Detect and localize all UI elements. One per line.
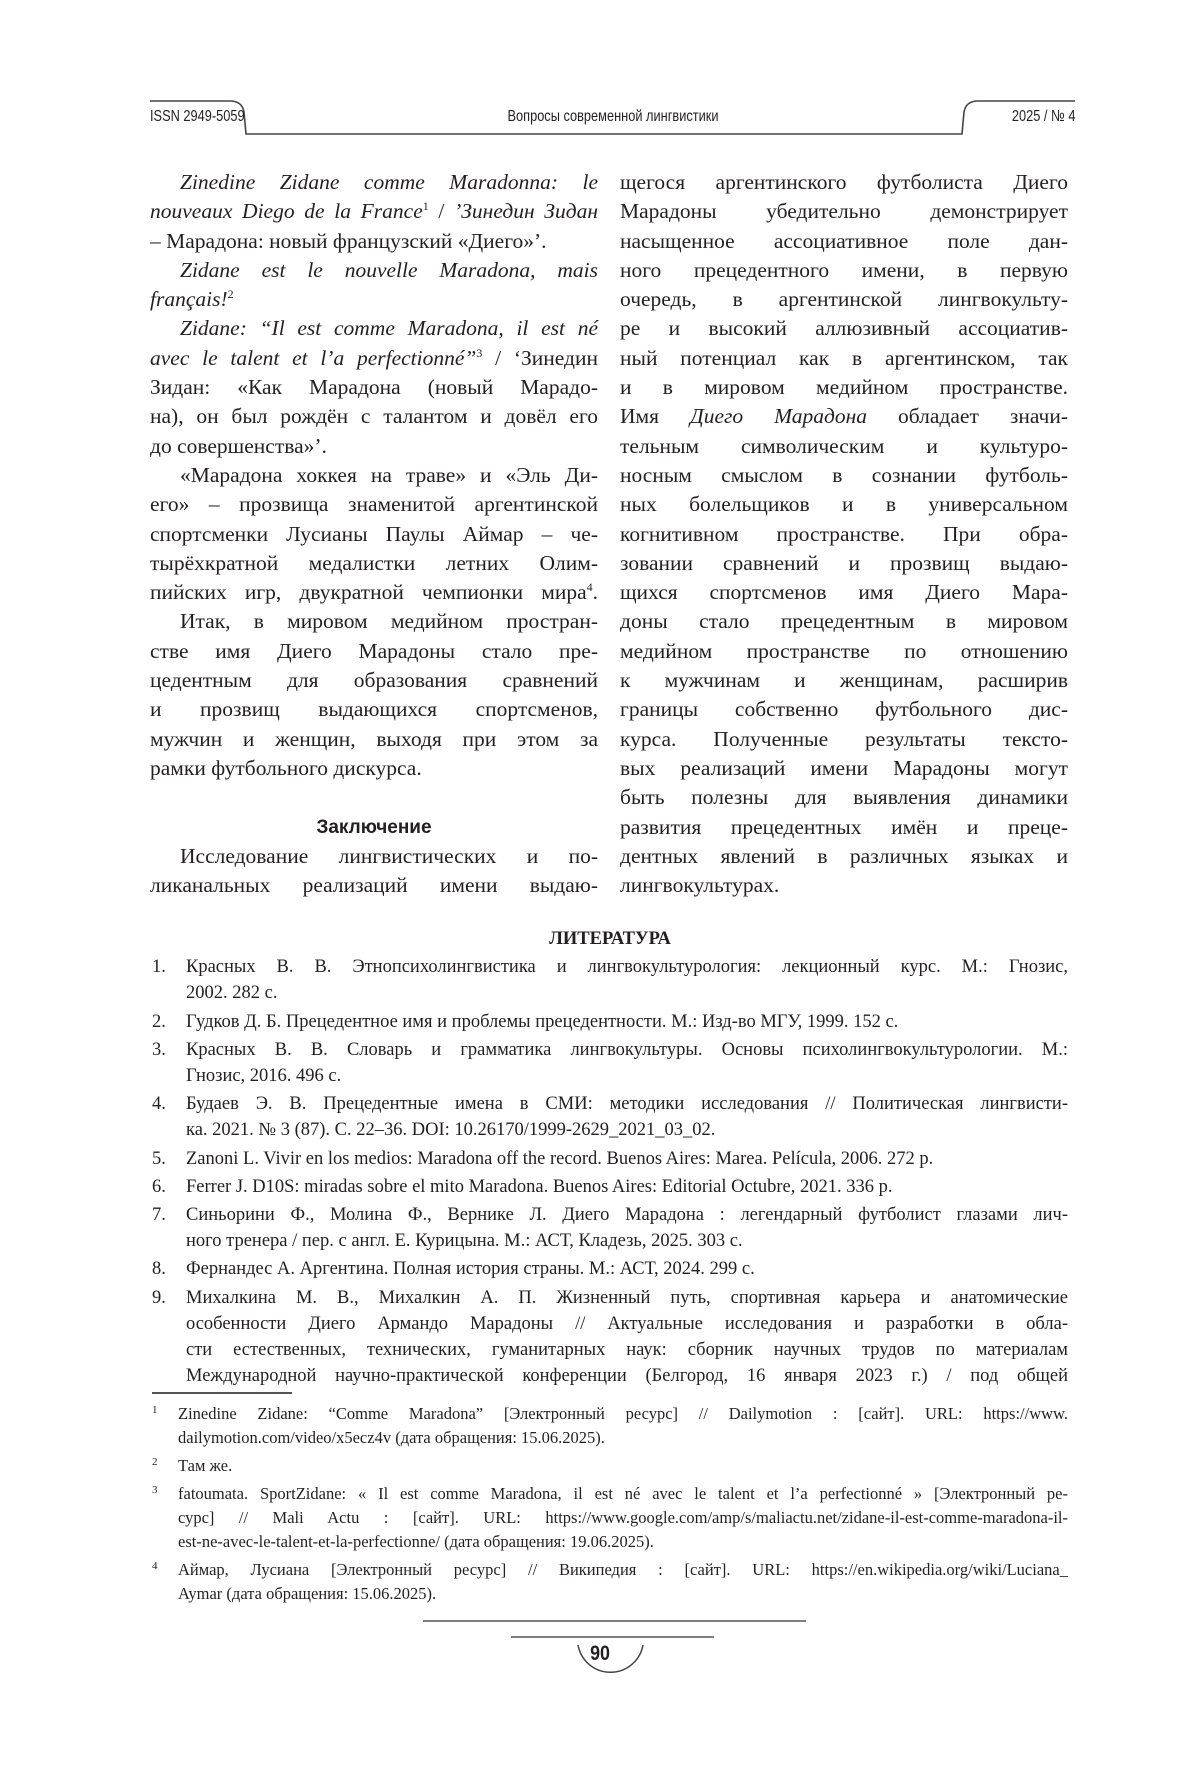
item-number: 7. bbox=[152, 1202, 166, 1228]
text-line bbox=[620, 227, 1068, 256]
text-line bbox=[620, 373, 1068, 402]
text-line bbox=[620, 725, 1068, 754]
item-text-line: Zanoni L. Vivir en los medios: Maradona off the record. Buenos Aires: Marea. Película, 2006. 272 p. bbox=[186, 1146, 1068, 1172]
text: носным смыслом в сознании футболь- bbox=[620, 463, 1068, 487]
text-line bbox=[150, 666, 598, 695]
text-line bbox=[620, 432, 1068, 461]
footnote-item bbox=[152, 1454, 1068, 1478]
item-text-line: Михалкина М. В., Михалкин А. П. Жизненный путь, спортивная карьера и анатомические bbox=[186, 1285, 1068, 1311]
text: цедентным для образования сравнений bbox=[150, 668, 598, 692]
text: обладает значи- bbox=[867, 404, 1068, 428]
item-text-line: dailymotion.com/video/x5ecz4v (дата обращения: 15.06.2025). bbox=[178, 1426, 1068, 1450]
text: Марадоны убедительно демонстрирует bbox=[620, 199, 1068, 223]
item-number: 1 bbox=[152, 1398, 158, 1422]
item-text-line: Будаев Э. В. Прецедентные имена в СМИ: методики исследования // Политическая лингвисти- bbox=[186, 1091, 1068, 1117]
issue-number: 2025 / № 4 bbox=[1011, 108, 1075, 126]
text: . bbox=[593, 580, 598, 604]
text-line bbox=[150, 725, 598, 754]
text: Итак, в мировом медийном простран- bbox=[180, 609, 598, 633]
text: очередь, в аргентинской лингвокульту- bbox=[620, 287, 1068, 311]
text: стве имя Диего Марадоны стало пре- bbox=[150, 639, 598, 663]
text-line bbox=[620, 637, 1068, 666]
text: мужчин и женщин, выходя при этом за bbox=[150, 727, 598, 751]
text: и прозвищ выдающихся спортсменов, bbox=[150, 697, 598, 721]
text-line bbox=[620, 197, 1068, 226]
text-line bbox=[150, 168, 598, 197]
footnote-item bbox=[152, 1558, 1068, 1606]
text: спортсменки Лусианы Паулы Аймар – че- bbox=[150, 522, 598, 546]
item-number: 2. bbox=[152, 1009, 166, 1035]
text-line bbox=[620, 314, 1068, 343]
text: / bbox=[429, 199, 454, 223]
text-line bbox=[620, 871, 1068, 900]
item-number: 8. bbox=[152, 1256, 166, 1282]
item-text-line: ка. 2021. № 3 (87). С. 22–36. DOI: 10.26170/1999-2629_2021_03_02. bbox=[186, 1117, 1068, 1143]
text-line bbox=[620, 813, 1068, 842]
text: зовании сравнений и прозвищ выдаю- bbox=[620, 551, 1068, 575]
reference-item bbox=[152, 1202, 1068, 1254]
text-line bbox=[620, 607, 1068, 636]
running-header bbox=[150, 100, 1075, 140]
reference-item bbox=[152, 1174, 1068, 1200]
item-number: 2 bbox=[152, 1450, 158, 1474]
text-line bbox=[620, 344, 1068, 373]
text: / ‘Зинедин bbox=[482, 346, 598, 370]
text-line bbox=[150, 227, 598, 256]
text: Имя bbox=[620, 404, 690, 428]
text: до совершенства»’. bbox=[150, 434, 327, 458]
item-text-line: Гудков Д. Б. Прецедентное имя и проблемы прецедентности. М.: Изд-во МГУ, 1999. 152 с. bbox=[186, 1009, 1068, 1035]
text-line bbox=[150, 285, 598, 314]
item-text-line: Zinedine Zidane: “Comme Maradona” [Электронный ресурс] // Dailymotion : [сайт]. URL: https://www. bbox=[178, 1402, 1068, 1426]
item-text-line: Ferrer J. D10S: miradas sobre el mito Maradona. Buenos Aires: Editorial Octubre, 2021. 336 p. bbox=[186, 1174, 1068, 1200]
text-line bbox=[620, 168, 1068, 197]
text-line bbox=[620, 402, 1068, 431]
footnote-item bbox=[152, 1482, 1068, 1554]
text-line bbox=[620, 754, 1068, 783]
item-text-line: est-ne-avec-le-talent-et-la-perfectionne/ (дата обращения: 19.06.2025). bbox=[178, 1530, 1068, 1554]
text-line bbox=[150, 578, 598, 607]
text: щихся спортсменов имя Диего Мара- bbox=[620, 580, 1068, 604]
item-text-line: fatoumata. SportZidane: « Il est comme Maradona, il est né avec le talent et l’a perfectionné » [Электронный ре- bbox=[178, 1482, 1068, 1506]
reference-item bbox=[152, 1285, 1068, 1390]
text: курса. Полученные результаты тексто- bbox=[620, 727, 1068, 751]
references-title: ЛИТЕРАТУРА bbox=[152, 926, 1068, 952]
text: дентных явлений в различных языках и bbox=[620, 844, 1068, 868]
text: ре и высокий аллюзивный ассоциатив- bbox=[620, 316, 1068, 340]
item-text-line: Красных В. В. Этнопсихолингвистика и лингвокультурология: лекционный курс. М.: Гнозис, bbox=[186, 954, 1068, 980]
text-line bbox=[150, 344, 598, 373]
references-list bbox=[152, 954, 1068, 1389]
item-text-line: Синьорини Ф., Молина Ф., Вернике Л. Диего Марадона : легендарный футболист глазами лич- bbox=[186, 1202, 1068, 1228]
footnote-ref: 1 bbox=[423, 199, 429, 213]
item-number: 1. bbox=[152, 954, 166, 980]
text: ликанальных реализаций имени выдаю- bbox=[150, 873, 598, 897]
text-line bbox=[620, 578, 1068, 607]
text: медийном пространстве по отношению bbox=[620, 639, 1068, 663]
footnote-ref: 4 bbox=[587, 580, 593, 594]
footnote-item bbox=[152, 1402, 1068, 1450]
text-line bbox=[620, 256, 1068, 285]
text-line bbox=[620, 549, 1068, 578]
item-number: 5. bbox=[152, 1146, 166, 1172]
item-text-line: 2002. 282 с. bbox=[186, 980, 1068, 1006]
text: когнитивном пространстве. При обра- bbox=[620, 522, 1068, 546]
item-text-line: Международной научно-практической конференции (Белгород, 16 января 2023 г.) / под общей bbox=[186, 1363, 1068, 1389]
text-line bbox=[620, 666, 1068, 695]
text: его» – прозвища знаменитой аргентинской bbox=[150, 492, 598, 516]
text: пийских игр, двукратной чемпионки мира bbox=[150, 580, 587, 604]
text-line bbox=[150, 461, 598, 490]
item-number: 4 bbox=[152, 1554, 158, 1578]
footnote-ref: 3 bbox=[476, 346, 482, 360]
references-section bbox=[152, 926, 1068, 1391]
text-line bbox=[620, 783, 1068, 812]
item-text-line: Фернандес А. Аргентина. Полная история страны. М.: АСТ, 2024. 299 с. bbox=[186, 1256, 1068, 1282]
text: на), он был рождён с талантом и довёл его bbox=[150, 404, 598, 428]
item-text-line: Красных В. В. Словарь и грамматика лингвокультуры. Основы психолингвокультурологии. М.: bbox=[186, 1037, 1068, 1063]
text: Зидан: «Как Марадона (новый Марадо- bbox=[150, 375, 598, 399]
text-line bbox=[620, 461, 1068, 490]
reference-item bbox=[152, 954, 1068, 1006]
item-text-line: сти естественных, технических, гуманитарных наук: сборник научных трудов по материалам bbox=[186, 1337, 1068, 1363]
text: Заключение bbox=[316, 817, 431, 838]
item-number: 3. bbox=[152, 1037, 166, 1063]
text: ных болельщиков и в универсальном bbox=[620, 492, 1068, 516]
text-line bbox=[150, 520, 598, 549]
right-column bbox=[620, 168, 1068, 900]
text-line bbox=[620, 842, 1068, 871]
text: лингвокультурах. bbox=[620, 873, 779, 897]
item-text-line: Aymar (дата обращения: 15.06.2025). bbox=[178, 1582, 1068, 1606]
item-text-line: ного тренера / пер. с англ. Е. Курицына. М.: АСТ, Кладезь, 2025. 303 с. bbox=[186, 1228, 1068, 1254]
item-number: 9. bbox=[152, 1285, 166, 1311]
text-line bbox=[150, 871, 598, 900]
text-line bbox=[150, 783, 598, 812]
reference-item bbox=[152, 1037, 1068, 1089]
text: ный потенциал как в аргентинском, так bbox=[620, 346, 1068, 370]
italic-text: avec le talent et l’a perfectionné” bbox=[150, 346, 476, 370]
text-line bbox=[150, 197, 598, 226]
text: быть полезны для выявления динамики bbox=[620, 785, 1068, 809]
text: доны стало прецедентным в мировом bbox=[620, 609, 1068, 633]
italic-text: nouveaux Diego de la France bbox=[150, 199, 423, 223]
text-line bbox=[150, 373, 598, 402]
text-line bbox=[150, 607, 598, 636]
italic-text: ’Зинедин Зидан bbox=[454, 199, 598, 223]
footnote-separator bbox=[152, 1392, 292, 1394]
text: вых реализаций имени Марадоны могут bbox=[620, 756, 1068, 780]
footnotes bbox=[152, 1402, 1068, 1610]
item-number: 3 bbox=[152, 1478, 158, 1502]
item-text-line: особенности Диего Армандо Марадоны // Актуальные исследования и разработки в обла- bbox=[186, 1311, 1068, 1337]
page-footer bbox=[0, 1615, 1200, 1695]
reference-item bbox=[152, 1009, 1068, 1035]
text-line bbox=[150, 695, 598, 724]
text-line bbox=[620, 695, 1068, 724]
text-line bbox=[620, 490, 1068, 519]
item-number: 4. bbox=[152, 1091, 166, 1117]
left-column bbox=[150, 168, 598, 900]
page-number: 90 bbox=[90, 1642, 1110, 1666]
text: «Марадона хоккея на траве» и «Эль Ди- bbox=[180, 463, 598, 487]
italic-text: Диего Марадона bbox=[690, 404, 867, 428]
reference-item bbox=[152, 1091, 1068, 1143]
text-line bbox=[150, 549, 598, 578]
item-text-line: сурс] // Mali Actu : [сайт]. URL: https://www.google.com/amp/s/maliactu.net/zidane-il-est-comme-maradona-il- bbox=[178, 1506, 1068, 1530]
text-line bbox=[150, 314, 598, 343]
item-text-line: Аймар, Лусиана [Электронный ресурс] // Википедия : [сайт]. URL: https://en.wikipedia.org/wiki/Luciana_ bbox=[178, 1558, 1068, 1582]
text-line bbox=[150, 402, 598, 431]
text-line bbox=[620, 285, 1068, 314]
text: – Марадона: новый французский «Диего»’. bbox=[150, 229, 547, 253]
item-text-line: Гнозис, 2016. 496 с. bbox=[186, 1063, 1068, 1089]
text: развития прецедентных имён и преце- bbox=[620, 815, 1068, 839]
footnote-ref: 2 bbox=[228, 287, 234, 301]
section-heading bbox=[150, 813, 598, 842]
italic-text: français! bbox=[150, 287, 228, 311]
text: и в мировом медийном пространстве. bbox=[620, 375, 1068, 399]
text-line bbox=[150, 256, 598, 285]
text: тельным символическим и культуро- bbox=[620, 434, 1068, 458]
text-line bbox=[150, 432, 598, 461]
reference-item bbox=[152, 1146, 1068, 1172]
text: границы собственно футбольного дис- bbox=[620, 697, 1068, 721]
text-line bbox=[150, 490, 598, 519]
text: Исследование лингвистических и по- bbox=[180, 844, 598, 868]
italic-text: Zidane est le nouvelle Maradona, mais bbox=[180, 258, 598, 282]
text: щегося аргентинского футболиста Диего bbox=[620, 170, 1068, 194]
italic-text: Zidane: “Il est comme Maradona, il est né bbox=[180, 316, 598, 340]
item-number: 6. bbox=[152, 1174, 166, 1200]
issn: ISSN 2949-5059 bbox=[150, 108, 245, 126]
journal-title: Вопросы современной лингвистики bbox=[507, 108, 718, 126]
reference-item bbox=[152, 1256, 1068, 1282]
italic-text: Zinedine Zidane comme Maradonna: le bbox=[180, 170, 598, 194]
text-line bbox=[150, 754, 598, 783]
text: рамки футбольного дискурса. bbox=[150, 756, 422, 780]
text-line bbox=[150, 637, 598, 666]
text: к мужчинам и женщинам, расширив bbox=[620, 668, 1068, 692]
text: тырёхкратной медалистки летних Олим- bbox=[150, 551, 598, 575]
text: ного прецедентного имени, в первую bbox=[620, 258, 1068, 282]
item-text-line: Там же. bbox=[178, 1454, 1068, 1478]
text-line bbox=[620, 520, 1068, 549]
text-line bbox=[150, 842, 598, 871]
text: насыщенное ассоциативное поле дан- bbox=[620, 229, 1068, 253]
